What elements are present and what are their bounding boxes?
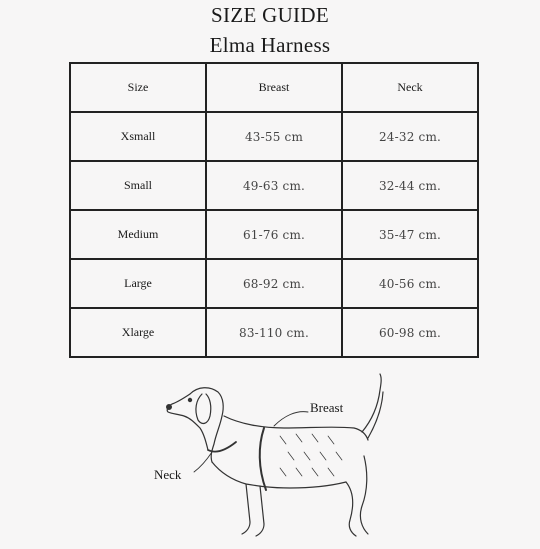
header-size: Size xyxy=(70,63,206,112)
breast-cell: 49-63 cm. xyxy=(206,161,342,210)
size-cell: Large xyxy=(70,259,206,308)
breast-cell: 43-55 cm xyxy=(206,112,342,161)
page-subtitle: Elma Harness xyxy=(209,33,331,57)
neck-cell: 60-98 cm. xyxy=(342,308,478,357)
breast-cell: 61-76 cm. xyxy=(206,210,342,259)
neck-cell: 24-32 cm. xyxy=(342,112,478,161)
size-cell: Small xyxy=(70,161,206,210)
header-neck: Neck xyxy=(342,63,478,112)
table-row xyxy=(70,161,478,210)
neck-cell: 32-44 cm. xyxy=(342,161,478,210)
neck-cell: 35-47 cm. xyxy=(342,210,478,259)
size-table xyxy=(69,62,479,358)
breast-cell: 68-92 cm. xyxy=(206,259,342,308)
size-cell: Medium xyxy=(70,210,206,259)
table-row xyxy=(70,112,478,161)
table-row xyxy=(70,259,478,308)
page-title: SIZE GUIDE xyxy=(211,3,329,27)
size-cell: Xlarge xyxy=(70,308,206,357)
neck-label: Neck xyxy=(154,467,182,482)
dog-illustration xyxy=(150,372,395,547)
size-cell: Xsmall xyxy=(70,112,206,161)
neck-cell: 40-56 cm. xyxy=(342,259,478,308)
table-row xyxy=(70,210,478,259)
breast-label: Breast xyxy=(310,400,344,415)
breast-cell: 83-110 cm. xyxy=(206,308,342,357)
table-header-row xyxy=(70,63,478,112)
header-breast: Breast xyxy=(206,63,342,112)
table-row xyxy=(70,308,478,357)
